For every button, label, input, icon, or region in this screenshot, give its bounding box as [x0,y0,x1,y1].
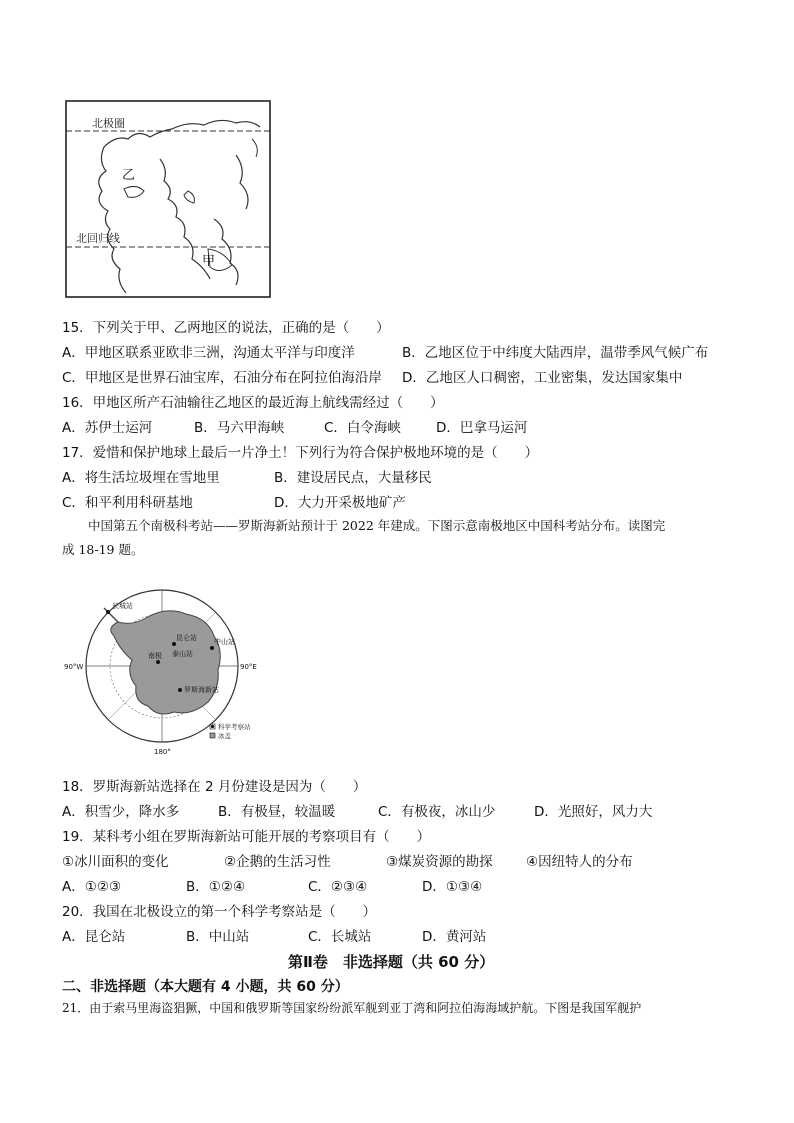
q20-stem: 20．我国在北极设立的第一个科学考察站是（ ） [62,904,377,920]
q16-options [62,419,527,437]
q20-option-a: A．昆仑站 [62,929,126,945]
q18-option-a: A．积雪少，降水多 [62,804,180,820]
eurasia-africa-map [64,99,272,299]
q17-stem: 17．爱惜和保护地球上最后一片净土！下列行为符合保护极地环境的是（ ） [62,445,539,461]
intro-line1: 中国第五个南极科考站——罗斯海新站预计于 2022 年建成。下图示意南极地区中国科考站分布。读图完 [88,518,666,533]
q19-stem: 19．某科考小组在罗斯海新站可能开展的考察项目有（ ） [62,829,431,845]
q20-option-d: D．黄河站 [422,929,487,945]
q16-stem: 16．甲地区所产石油输往乙地区的最近海上航线需经过（ ） [62,395,444,411]
q18-options [62,803,652,821]
legend-station-label: 科学考察站 [218,723,251,731]
intro-line2: 成 18-19 题。 [62,542,144,557]
q18-option-b: B．有极昼，较温暖 [218,804,336,820]
q19-item-4: ④因纽特人的分布 [526,854,633,870]
q20-option-b: B．中山站 [186,929,250,945]
q17-options-row1 [62,469,432,487]
legend-icecap-label: 冰盖 [218,732,231,740]
taishan-station-label: 泰山站 [172,650,193,658]
q16-option-b: B．马六甲海峡 [194,420,285,436]
longitude-180-label: 180° [154,748,171,756]
region-jia-label: 甲 [202,254,216,269]
q16-option-a: A．苏伊士运河 [62,420,153,436]
tropic-of-cancer-label: 北回归线 [76,232,120,245]
q15-option-a: A．甲地区联系亚欧非三洲，沟通太平洋与印度洋 [62,345,355,361]
part2-section-heading: 二、非选择题（本大题有 4 小题，共 60 分） [62,979,349,995]
q17-option-c: C．和平利用科研基地 [62,495,193,511]
q15-option-c: C．甲地区是世界石油宝库，石油分布在阿拉伯海沿岸 [62,370,382,386]
longitude-90e-label: 90°E [240,663,257,671]
q19-option-d: D．①③④ [422,879,483,895]
q19-option-b: B．①②④ [186,879,246,895]
q18-stem: 18．罗斯海新站选择在 2 月份建设是因为（ ） [62,779,367,795]
q17-option-d: D．大力开采极地矿产 [274,495,406,511]
q15-option-d: D．乙地区人口稠密，工业密集，发达国家集中 [402,370,683,386]
q20-options [62,928,486,946]
longitude-90w-label: 90°W [64,663,84,671]
q19-option-a: A．①②③ [62,879,122,895]
q18-option-c: C．有极夜，冰山少 [378,804,496,820]
q15-options-row1 [62,344,708,362]
changcheng-station-label: 长城站 [112,602,133,610]
south-pole-label: 南极 [148,652,162,660]
q18-19-intro [62,514,738,562]
q16-option-c: C．白令海峡 [324,420,401,436]
q19-item-1: ①冰川面积的变化 [62,854,169,870]
q19-item-2: ②企鹅的生活习性 [224,854,331,870]
antarctica-map [62,578,262,758]
part2-title: 第Ⅱ卷 非选择题（共 60 分） [288,953,495,971]
q19-options [62,878,482,896]
region-yi-label: 乙 [122,168,136,183]
zhongshan-station-label: 中山站 [214,638,235,646]
q17-option-a: A．将生活垃圾埋在雪地里 [62,470,220,486]
q15-stem: 15．下列关于甲、乙两地区的说法，正确的是（ ） [62,320,390,336]
q18-option-d: D．光照好，风力大 [534,804,653,820]
q17-options-row2 [62,494,406,512]
q20-option-c: C．长城站 [308,929,372,945]
q15-options-row2 [62,369,682,387]
ross-sea-station-label: 罗斯海新站 [184,686,219,694]
q21-text: 21．由于索马里海盗猖獗，中国和俄罗斯等国家纷纷派军舰到亚丁湾和阿拉伯海海域护航。下图是我国军舰护 [62,1001,642,1015]
q19-option-c: C．②③④ [308,879,368,895]
q17-option-b: B．建设居民点，大量移民 [274,470,432,486]
arctic-circle-label: 北极圈 [92,117,125,130]
q19-item-3: ③煤炭资源的勘探 [386,854,493,870]
q16-option-d: D．巴拿马运河 [436,420,528,436]
q15-option-b: B．乙地区位于中纬度大陆西岸，温带季风气候广布 [402,345,709,361]
q19-items [62,853,633,871]
kunlun-station-label: 昆仑站 [176,634,197,642]
q21-stem [62,996,738,1020]
